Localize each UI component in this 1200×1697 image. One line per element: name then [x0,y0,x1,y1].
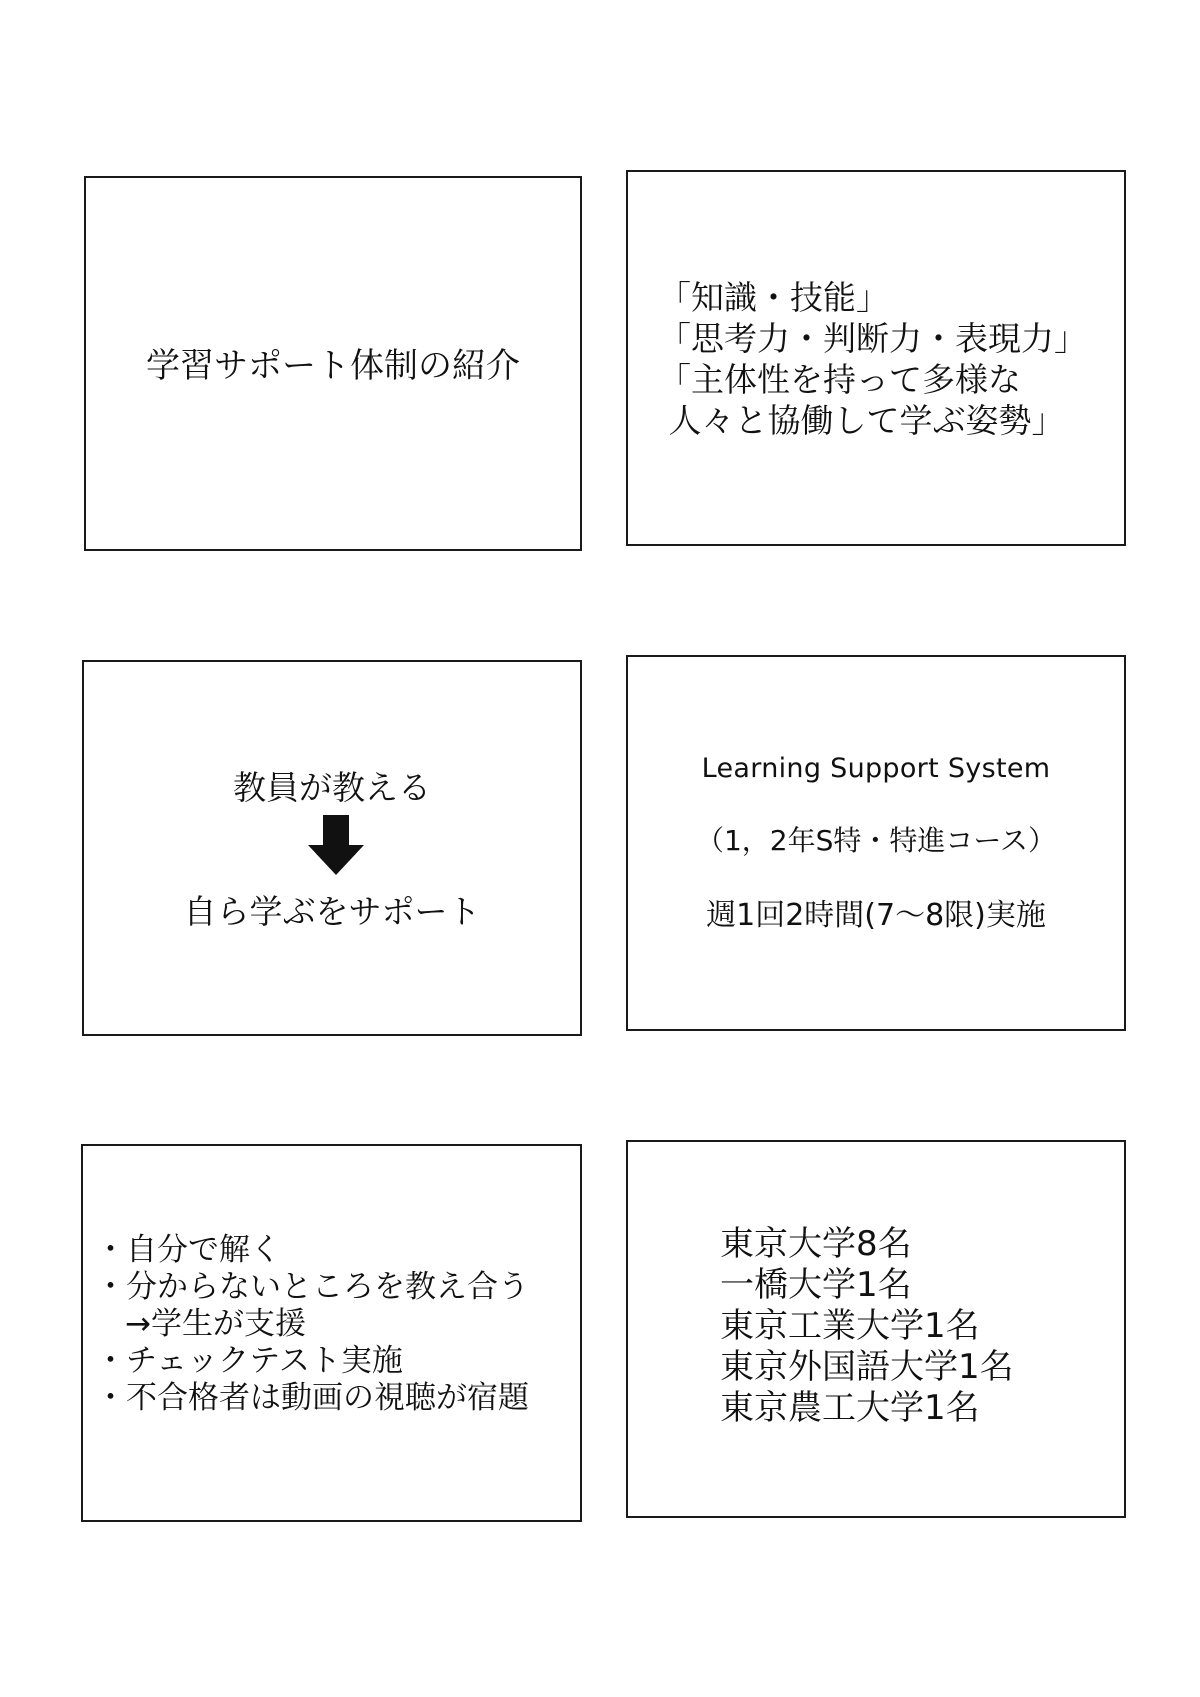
list-item: 東京農工大学1名 [720,1388,980,1428]
down-arrow-icon [306,815,366,877]
list-item: ・自分で解く [95,1232,281,1268]
list-item: →学生が支援 [125,1306,306,1342]
slide-3 [82,660,582,1036]
list-item: 東京大学8名 [720,1224,912,1264]
slide-2-line-4: 人々と協働して学ぶ姿勢」 [658,401,1065,440]
slide-3-bottom-text: 自ら学ぶをサポート [183,892,481,931]
list-item: 東京外国語大学1名 [720,1347,1014,1387]
slide-2-line-3: 「主体性を持って多様な [658,360,1021,399]
slide-2 [626,170,1126,546]
list-item: 東京工業大学1名 [720,1306,980,1346]
slide-4-line-2: （1，2年S特・特進コース） [695,824,1056,857]
slide-4-line-3: 週1回2時間(7～8限)実施 [706,898,1046,933]
slide-4 [626,655,1126,1031]
slide-6 [626,1140,1126,1518]
slide-2-line-2: 「思考力・判断力・表現力」 [658,319,1087,358]
list-item: ・チェックテスト実施 [95,1343,403,1379]
slide-5 [81,1144,582,1522]
slide-2-text [658,277,1087,441]
list-item: 一橋大学1名 [720,1265,912,1305]
slide-3-top-text: 教員が教える [233,768,431,807]
slide-4-line-1: Learning Support System [701,753,1051,784]
slide-2-line-1: 「知識・技能」 [658,278,889,317]
slide-6-list [720,1224,1014,1429]
slide-1-title: 学習サポート体制の紹介 [146,346,520,386]
slide-1 [84,176,582,551]
list-item: ・分からないところを教え合う [95,1269,529,1305]
list-item: ・不合格者は動画の視聴が宿題 [95,1380,529,1416]
slide-5-list [95,1232,529,1417]
